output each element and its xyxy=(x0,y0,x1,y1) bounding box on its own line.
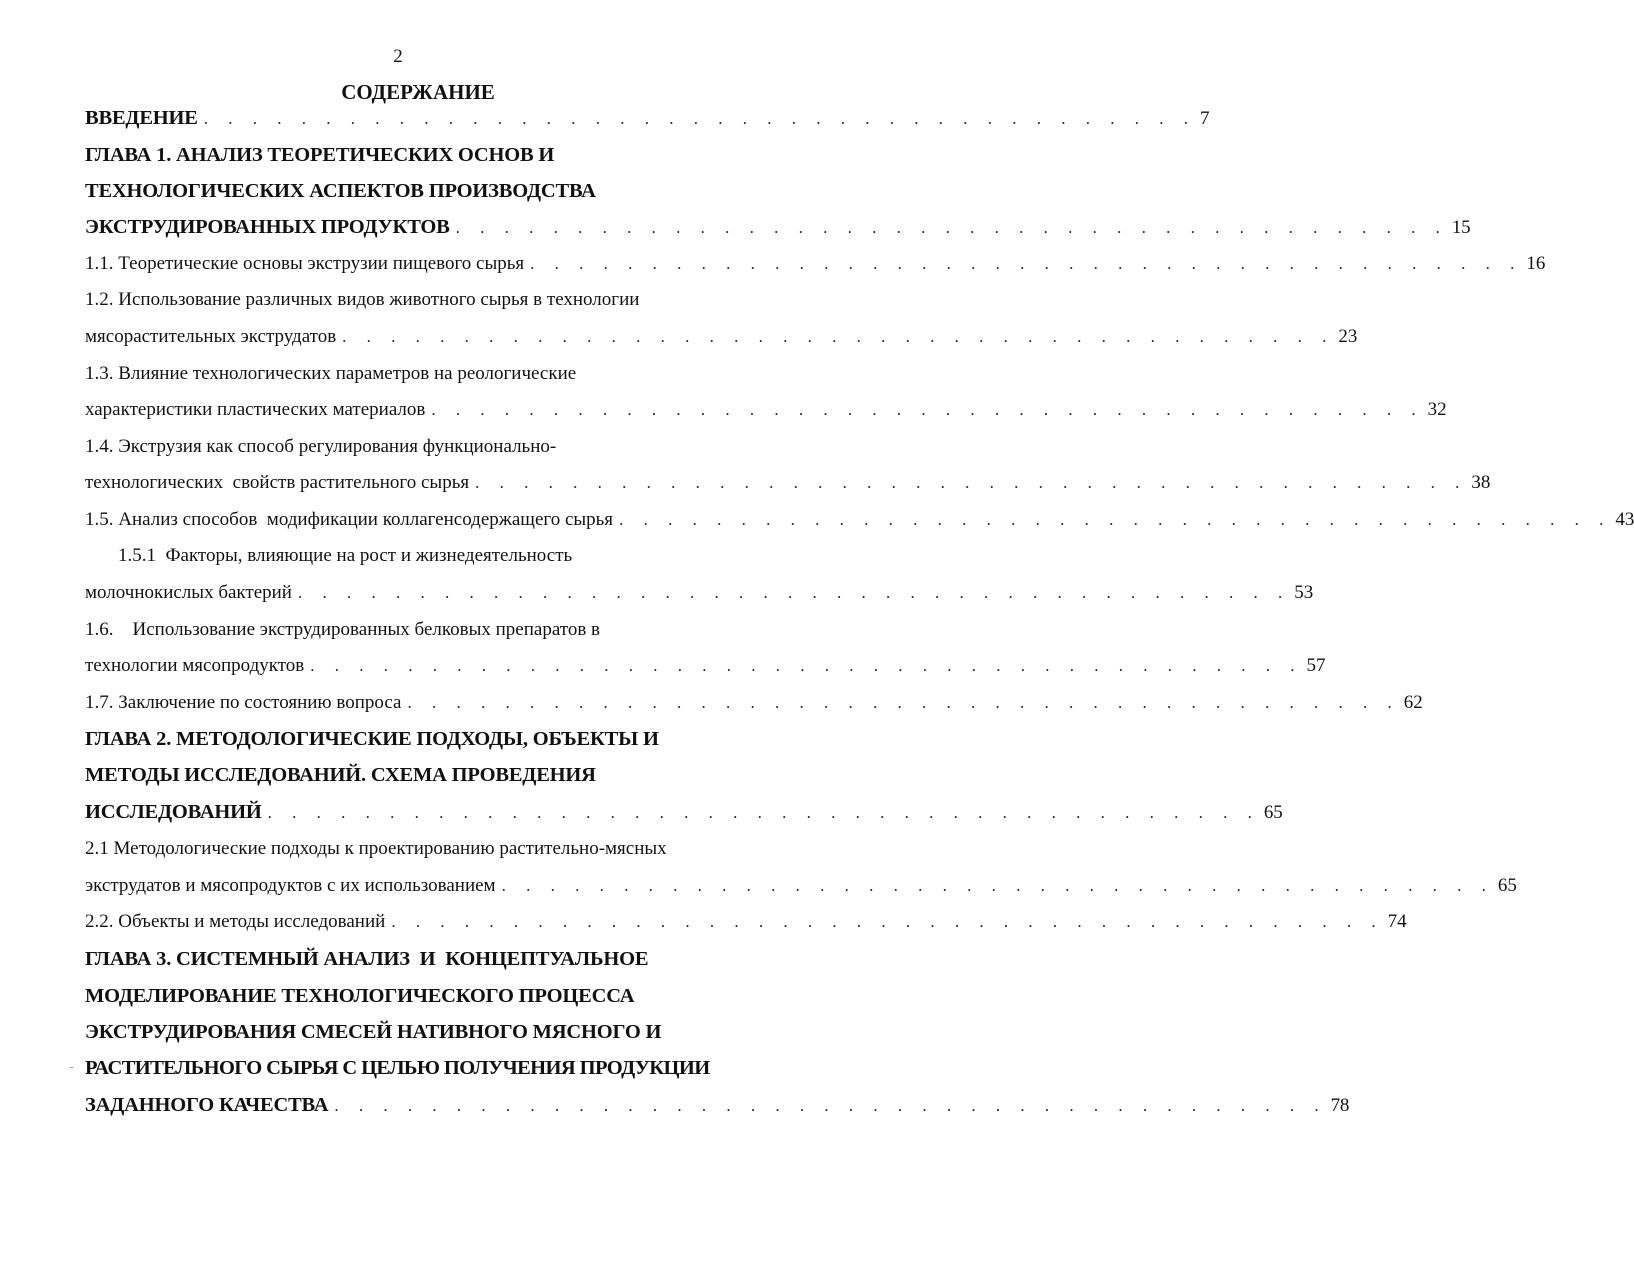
toc-entry-text: 1.7. Заключение по состоянию вопроса xyxy=(85,692,402,713)
toc-entry-introduction[interactable] xyxy=(85,105,1210,132)
toc-entry-1-4[interactable] xyxy=(85,470,1491,496)
toc-chapter-2-line-2: МЕТОДЫ ИССЛЕДОВАНИЙ. СХЕМА ПРОВЕДЕНИЯ xyxy=(85,764,596,786)
toc-entry-2-1-line-1: 2.1 Методологические подходы к проектированию растительно-мясных xyxy=(85,838,667,859)
toc-page-number: 57 xyxy=(1306,655,1326,676)
dot-leader: . . . . . . . . . . . . . . . . . . . . . . . . . . . . . . . . . . . . . . . . . xyxy=(407,693,1400,712)
toc-page-number: 7 xyxy=(1200,108,1210,129)
dot-leader: . . . . . . . . . . . . . . . . . . . . . . . . . . . . . . . . . . . . . . . . . xyxy=(530,254,1523,273)
toc-entry-1-6-line-1: 1.6. Использование экструдированных белковых препаратов в xyxy=(85,619,601,640)
dot-leader: . . . . . . . . . . . . . . . . . . . . . . . . . . . . . . . . . . . . . . . . . xyxy=(342,327,1335,346)
toc-entry-text: 1.1. Теоретические основы экструзии пищевого сырья xyxy=(85,253,525,274)
toc-chapter-3-line-1: ГЛАВА 3. СИСТЕМНЫЙ АНАЛИЗ И КОНЦЕПТУАЛЬНОЕ xyxy=(85,948,649,970)
toc-entry-1-2[interactable] xyxy=(85,324,1358,350)
toc-entry-chapter-2[interactable] xyxy=(85,799,1283,826)
toc-entry-text: экструдатов и мясопродуктов с их использованием xyxy=(85,875,496,896)
toc-entry-text: молочнокислых бактерий xyxy=(85,582,292,603)
toc-page-number: 38 xyxy=(1471,472,1491,493)
toc-entry-text: технологических свойств растительного сырья xyxy=(85,472,470,493)
toc-page-number: 65 xyxy=(1263,802,1283,823)
dot-leader: . . . . . . . . . . . . . . . . . . . . . . . . . . . . . . . . . . . . . . . . . xyxy=(310,656,1303,675)
dot-leader: . . . . . . . . . . . . . . . . . . . . . . . . . . . . . . . . . . . . . . . . . xyxy=(267,803,1260,822)
toc-page-number: 78 xyxy=(1330,1095,1350,1116)
toc-chapter-1-line-1: ГЛАВА 1. АНАЛИЗ ТЕОРЕТИЧЕСКИХ ОСНОВ И xyxy=(85,144,555,166)
toc-entry-text: характеристики пластических материалов xyxy=(85,399,426,420)
toc-chapter-3-line-4: РАСТИТЕЛЬНОГО СЫРЬЯ С ЦЕЛЬЮ ПОЛУЧЕНИЯ ПРОДУКЦИИ xyxy=(85,1057,710,1079)
dot-leader: . . . . . . . . . . . . . . . . . . . . . . . . . . . . . . . . . . . . . . . . . xyxy=(297,583,1291,602)
toc-entry-1-1[interactable] xyxy=(85,251,1546,277)
dot-leader: . . . . . . . . . . . . . . . . . . . . . . . . . . . . . . . . . . . . . . . . . xyxy=(391,912,1384,931)
dot-leader: . . . . . . . . . . . . . . . . . . . . . . . . . . . . . . . . . . . . . . . . . xyxy=(619,510,1612,529)
toc-entry-text: 2.2. Объекты и методы исследований xyxy=(85,911,386,932)
dot-leader: . . . . . . . . . . . . . . . . . . . . . . . . . . . . . . . . . . . . . . . . . xyxy=(475,473,1468,492)
toc-entry-text: технологии мясопродуктов xyxy=(85,655,305,676)
toc-entry-text: ЭКСТРУДИРОВАННЫХ ПРОДУКТОВ xyxy=(85,216,450,238)
toc-chapter-3-line-3: ЭКСТРУДИРОВАНИЯ СМЕСЕЙ НАТИВНОГО МЯСНОГО И xyxy=(85,1021,662,1043)
toc-entry-1-5-1[interactable] xyxy=(85,580,1314,606)
toc-entry-1-2-line-1: 1.2. Использование различных видов животного сырья в технологии xyxy=(85,289,640,310)
toc-page-number: 32 xyxy=(1427,399,1447,420)
toc-entry-text: ВВЕДЕНИЕ xyxy=(85,107,198,129)
dot-leader: . . . . . . . . . . . . . . . . . . . . . . . . . . . . . . . . . . . . . . . . . xyxy=(431,400,1424,419)
toc-page-number: 16 xyxy=(1526,253,1546,274)
toc-page-number: 53 xyxy=(1294,582,1314,603)
toc-page-number: 43 xyxy=(1615,509,1634,530)
dot-leader: . . . . . . . . . . . . . . . . . . . . . . . . . . . . . . . . . . . . . . . . . xyxy=(455,218,1448,237)
toc-page-number: 62 xyxy=(1403,692,1423,713)
toc-page-number: 15 xyxy=(1451,217,1471,238)
toc-entry-chapter-1[interactable] xyxy=(85,214,1471,241)
toc-entry-text: ЗАДАННОГО КАЧЕСТВА xyxy=(85,1094,329,1116)
toc-entry-2-1[interactable] xyxy=(85,873,1517,899)
toc-entry-1-5-1-line-1: 1.5.1 Факторы, влияющие на рост и жизнедеятельность xyxy=(118,545,573,566)
toc-entry-text: 1.5. Анализ способов модификации коллагенсодержащего сырья xyxy=(85,509,614,530)
toc-entry-chapter-3[interactable] xyxy=(85,1092,1350,1119)
toc-entry-2-2[interactable] xyxy=(85,909,1407,935)
toc-entry-1-6[interactable] xyxy=(85,653,1326,679)
toc-chapter-2-line-1: ГЛАВА 2. МЕТОДОЛОГИЧЕСКИЕ ПОДХОДЫ, ОБЪЕКТЫ И xyxy=(85,728,659,750)
toc-entry-1-4-line-1: 1.4. Экструзия как способ регулирования функционально- xyxy=(85,436,557,457)
toc-entry-1-3-line-1: 1.3. Влияние технологических параметров на реологические xyxy=(85,363,577,384)
toc-entry-1-5[interactable] xyxy=(85,507,1634,533)
toc-chapter-3-line-2: МОДЕЛИРОВАНИЕ ТЕХНОЛОГИЧЕСКОГО ПРОЦЕССА xyxy=(85,985,635,1007)
page-title: СОДЕРЖАНИЕ xyxy=(341,80,495,104)
scan-mark xyxy=(70,1067,73,1068)
toc-page-number: 23 xyxy=(1338,326,1358,347)
toc-page-number: 65 xyxy=(1497,875,1517,896)
toc-page-number: 74 xyxy=(1387,911,1407,932)
toc-entry-text: ИССЛЕДОВАНИЙ xyxy=(85,801,262,823)
dot-leader: . . . . . . . . . . . . . . . . . . . . . . . . . . . . . . . . . . . . . . . . . xyxy=(334,1096,1327,1115)
toc-chapter-1-line-2: ТЕХНОЛОГИЧЕСКИХ АСПЕКТОВ ПРОИЗВОДСТВА xyxy=(85,180,596,202)
toc-entry-1-7[interactable] xyxy=(85,690,1423,716)
page-number: 2 xyxy=(393,46,403,67)
dot-leader: . . . . . . . . . . . . . . . . . . . . . . . . . . . . . . . . . . . . . . . . . xyxy=(501,876,1494,895)
toc-entry-text: мясорастительных экструдатов xyxy=(85,326,337,347)
dot-leader: . . . . . . . . . . . . . . . . . . . . . . . . . . . . . . . . . . . . . . . . . xyxy=(203,109,1197,128)
toc-entry-1-3[interactable] xyxy=(85,397,1447,423)
